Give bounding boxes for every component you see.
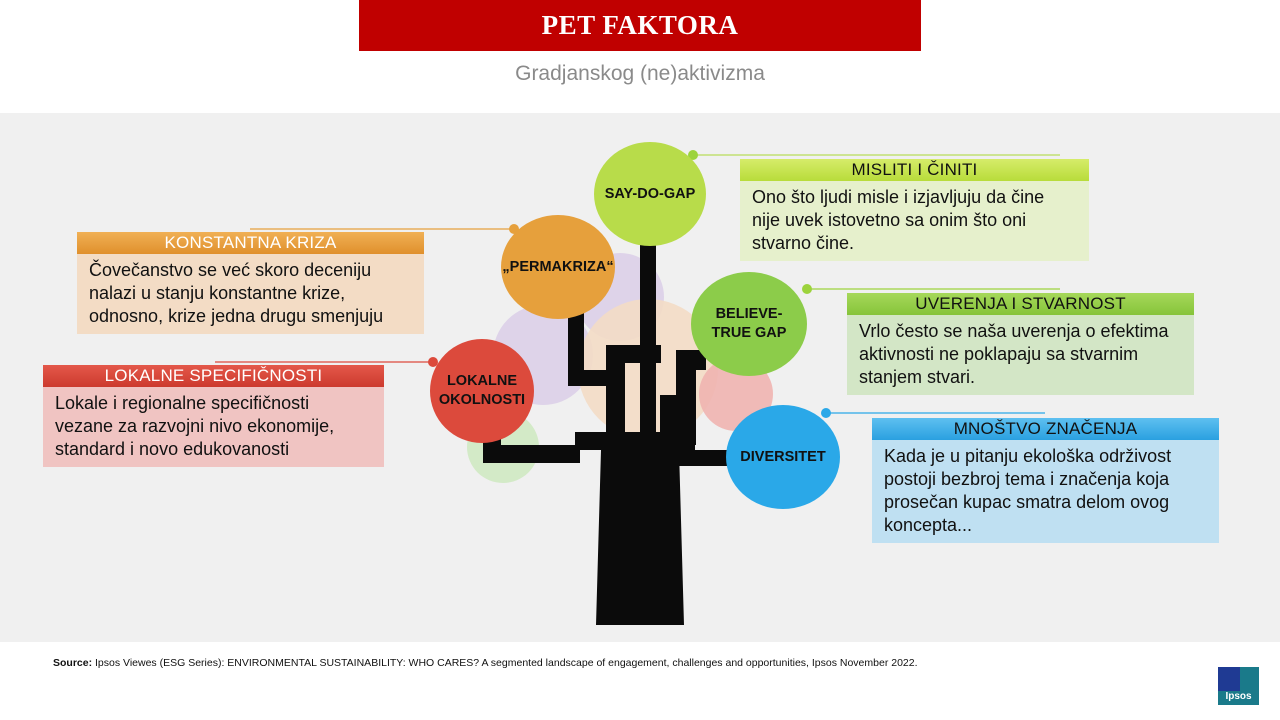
info-header-mnostvo-znacenja: MNOŠTVO ZNAČENJA (872, 418, 1219, 440)
info-box-mnostvo-znacenja (872, 418, 1219, 543)
info-box-lokalne-specificnosti (43, 365, 384, 467)
source-label: Source: (53, 657, 93, 669)
info-header-lokalne-specificnosti: LOKALNE SPECIFIČNOSTI (43, 365, 384, 387)
info-body-uverenja-i-stvarnost: Vrlo često se naša uverenja o efektima aktivnosti ne poklapaju sa stvarnim stanjem stvari. (859, 321, 1169, 387)
source-note (53, 657, 918, 669)
info-body-mnostvo-znacenja: Kada je u pitanju ekološka održivost postoji bezbroj tema i značenja koja prosečan kupac smatra delom ovog koncepta... (884, 446, 1172, 535)
circle-label-say-do-gap: SAY-DO-GAP (604, 185, 696, 202)
info-body-lokalne-specificnosti: Lokale i regionalne specifičnosti vezane za razvojni nivo ekonomije, standard i novo edukovanosti (55, 393, 335, 459)
info-box-uverenja-i-stvarnost (847, 293, 1194, 395)
info-box-konstantna-kriza (77, 232, 424, 334)
info-header-konstantna-kriza: KONSTANTNA KRIZA (77, 232, 424, 254)
circle-diversitet (726, 405, 840, 509)
logo-text: Ipsos (1225, 691, 1252, 702)
info-header-uverenja-i-stvarnost: UVERENJA I STVARNOST (847, 293, 1194, 315)
circle-permakriza (501, 215, 615, 319)
source-text: Ipsos Viewes (ESG Series): ENVIRONMENTAL SUSTAINABILITY: WHO CARES? A segmented landscape of engagement, challenges and opportunities, Ipsos November 2022. (92, 657, 918, 669)
circle-label-diversitet: DIVERSITET (740, 448, 826, 465)
logo-mark-icon (1218, 667, 1240, 691)
info-body-konstantna-kriza: Čovečanstvo se već skoro deceniju nalazi u stanju konstantne krize, odnosno, krize jedna drugu smenjuju (89, 260, 384, 326)
info-box-misliti-i-ciniti (740, 159, 1089, 261)
circle-label-permakriza: „PERMAKRIZA“ (502, 258, 614, 275)
page-title: PET FAKTORA (541, 10, 739, 40)
circle-label-lokalne-okolnosti: LOKALNE OKOLNOSTI (438, 373, 526, 408)
info-body-misliti-i-ciniti: Ono što ljudi misle i izjavljuju da čine nije uvek istovetno sa onim što oni stvarno čine. (752, 187, 1045, 253)
circle-label-believe-true-gap: BELIEVE-TRUE GAP (711, 306, 787, 341)
info-header-misliti-i-ciniti: MISLITI I ČINITI (740, 159, 1089, 181)
page-subtitle: Gradjanskog (ne)aktivizma (515, 62, 765, 85)
circle-say-do-gap (594, 142, 706, 246)
circle-believe-true-gap (691, 272, 807, 376)
circle-lokalne-okolnosti (430, 339, 534, 443)
ipsos-logo (1218, 667, 1259, 705)
